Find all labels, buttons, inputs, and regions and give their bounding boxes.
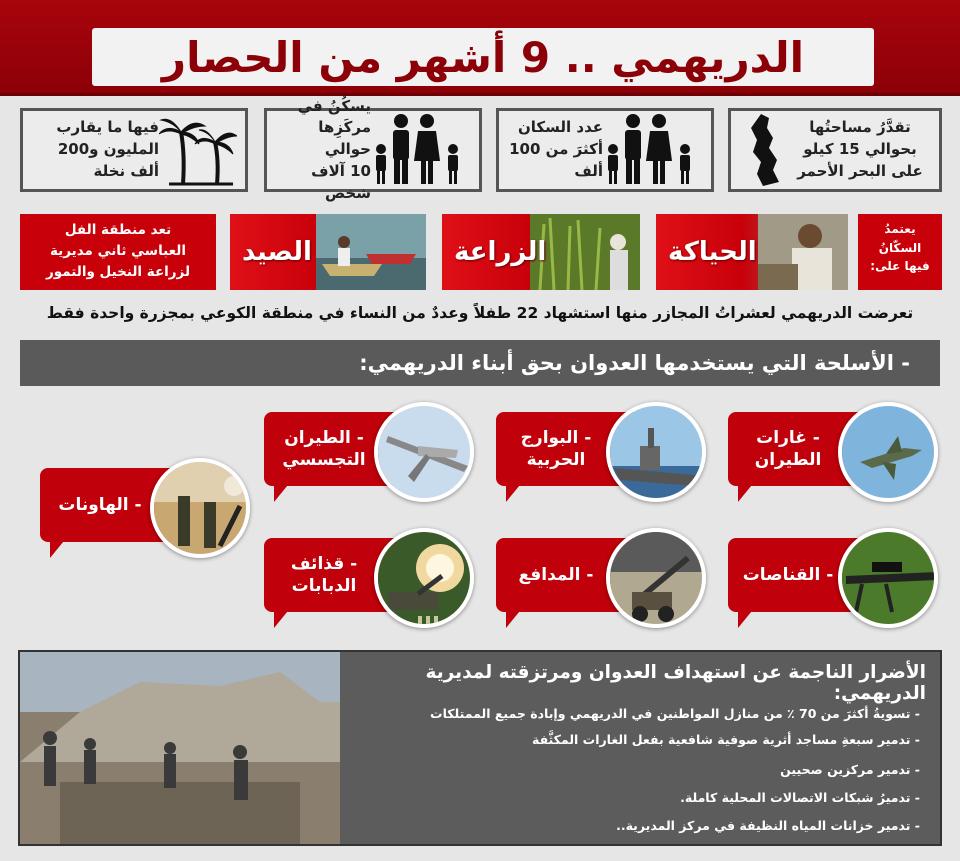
tank-image	[374, 528, 474, 628]
info-line: يسكُنُ في	[297, 96, 371, 115]
weapon-tank-shells	[264, 528, 474, 628]
info-box-area	[728, 108, 942, 192]
family-icon	[371, 113, 471, 187]
fishing-photo	[316, 214, 426, 290]
tank-icon	[378, 532, 474, 628]
warship-icon	[610, 406, 706, 502]
fact-line: العباسي ثاني مديرية	[50, 242, 186, 259]
weapon-artillery	[496, 528, 706, 628]
info-box-population	[496, 108, 714, 192]
fact-line: لزراعة النخيل والتمور	[45, 263, 191, 280]
weapon-label: - غارات الطيران	[728, 412, 878, 486]
activities-intro	[858, 214, 942, 290]
intro-line: فيها على:	[870, 259, 930, 274]
damage-item: - تدمير خزانات المياه النظيفة في مركز المديرية..	[616, 818, 920, 833]
info-line: المليون و200	[57, 140, 159, 159]
intro-line: يعتمدُ	[884, 222, 916, 236]
jet-icon	[842, 406, 938, 502]
map-icon	[739, 112, 789, 188]
damages-panel	[18, 650, 942, 846]
info-text-population	[507, 117, 603, 182]
info-line: فيها ما يقارب	[56, 118, 159, 137]
weapon-warships	[496, 402, 706, 502]
warship-image	[606, 402, 706, 502]
weapon-snipers	[728, 528, 938, 628]
artillery-image	[606, 528, 706, 628]
jet-image	[838, 402, 938, 502]
weapon-label: - البوارج الحربية	[496, 412, 646, 486]
weapon-label: - قذائف الدبابات	[264, 538, 414, 612]
info-text-residents	[275, 96, 371, 205]
bubble-tail	[738, 480, 756, 502]
tile-agriculture	[442, 214, 640, 290]
drone-image	[374, 402, 474, 502]
bubble-tail	[50, 536, 68, 558]
tile-label: الحياكة	[668, 237, 757, 267]
palm-trees-icon	[159, 114, 237, 186]
bubble-tail	[274, 480, 292, 502]
weapon-label: - الطيران التجسسي	[264, 412, 414, 486]
tile-label: الصيد	[242, 237, 312, 267]
info-line: ألف نخلة	[93, 161, 159, 180]
weapon-label: - القناصات	[728, 538, 878, 612]
info-line: مركَزِها حوالي	[318, 118, 371, 159]
info-line: أكثرَ من 100	[509, 140, 603, 159]
massacre-sentence: تعرضت الدريهمي لعشراتُ المجازر منها استشهاد 22 طفلاً وعددٌ من النساء في منطقة الكوعي بمجزرة واحدة فقط	[46, 304, 914, 322]
mortar-image	[150, 458, 250, 558]
sniper-image	[838, 528, 938, 628]
damage-item: - تدميرُ شبكات الاتصالات المحلية كاملة.	[680, 790, 920, 805]
drone-icon	[378, 406, 474, 502]
bubble-tail	[274, 606, 292, 628]
info-line: عدد السكان	[517, 118, 603, 137]
weapon-airstrikes	[728, 402, 938, 502]
weapon-label: - الهاونات	[40, 468, 190, 542]
info-box-palms	[20, 108, 248, 192]
damages-title: الأضرار الناجمة عن استهداف العدوان ومرتزقته لمديرية الدريهمي:	[425, 662, 926, 704]
weapon-spy-planes	[264, 402, 474, 502]
tile-weaving	[656, 214, 848, 290]
damage-item: - تدمير مركزين صحيين	[780, 762, 920, 777]
weapons-heading: - الأسلحة التي يستخدمها العدوان بحق أبناء الدريهمي:	[20, 340, 940, 386]
info-line: بحوالي 15 كيلو	[803, 140, 917, 159]
weapon-label: - المدافع	[496, 538, 646, 612]
tile-label: الزراعة	[454, 237, 547, 267]
info-text-area	[789, 117, 931, 182]
page-title: الدريهمي .. 9 أشهر من الحصار	[92, 28, 874, 86]
bubble-tail	[506, 480, 524, 502]
family-icon	[603, 113, 703, 187]
fact-line: تعد منطقة الفل	[64, 222, 172, 238]
info-line: 10 آلاف شخص	[311, 161, 371, 202]
info-line: على البحر الأحمر	[797, 161, 923, 180]
damage-item: - تسويةُ أكثرَ من 70 ٪ من منازل المواطنين في الدريهمي وإبادة جميع الممتلكات	[430, 706, 920, 721]
weapon-mortars	[40, 458, 250, 558]
info-line: تقدَّرُ مساحتُها	[809, 118, 911, 137]
rubble-photo	[20, 652, 340, 844]
intro-line: السكّانُ	[878, 240, 922, 255]
info-text-palms	[31, 117, 159, 182]
tile-fishing	[230, 214, 426, 290]
palm-fact	[20, 214, 216, 290]
bubble-tail	[506, 606, 524, 628]
damage-item: - تدمير سبعةِ مساجد أثرية صوفية شافعية بفعل الغارات المكثَّفة	[531, 732, 920, 747]
info-box-center-residents	[264, 96, 482, 202]
artillery-icon	[610, 532, 706, 628]
bubble-tail	[738, 606, 756, 628]
weaving-photo	[758, 214, 848, 290]
sniper-icon	[842, 532, 938, 628]
info-line: ألف	[574, 161, 603, 180]
mortar-icon	[154, 462, 250, 558]
